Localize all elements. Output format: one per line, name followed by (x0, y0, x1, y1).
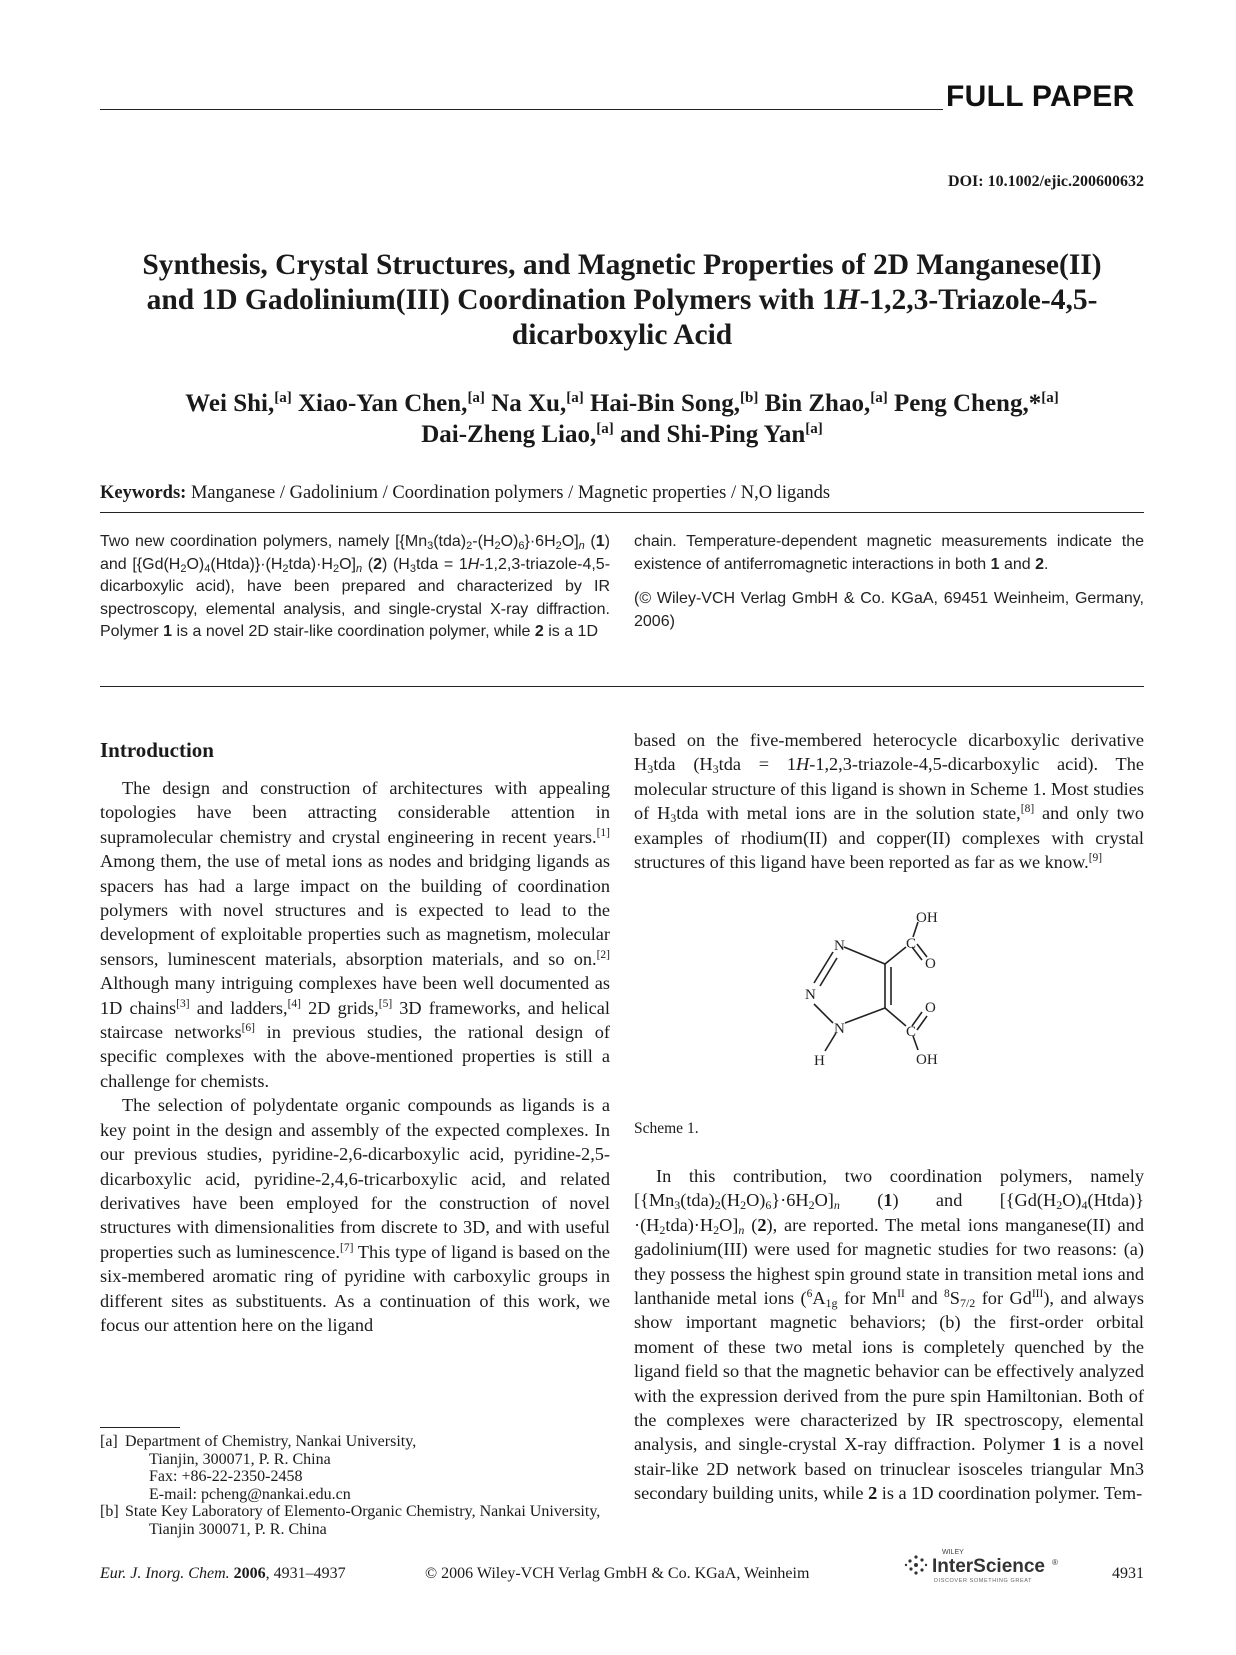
body-column-right-top (634, 728, 1144, 874)
section-label: FULL PAPER (946, 80, 1135, 113)
author-list (100, 388, 1144, 450)
interscience-logo[interactable] (902, 1545, 1070, 1587)
bond (844, 947, 885, 964)
affiliation-b: [b] State Key Laboratory of Elemento-Organic Chemistry, Nankai University, Tianjin 300071, P. R. China (100, 1503, 601, 1538)
atom-label: N (834, 1021, 845, 1037)
author-line-1 (100, 388, 1144, 419)
keywords-label: Keywords: (100, 483, 187, 503)
abstract-paragraph: Two new coordination polymers, namely $[\{Mn_3(tda)_2-(H_2O)_6\}\cdot 6H_2O]_n$ (1) and $[\{Gd(H_2O)_4(Htda)\}\cdot(H_2tda)\cdot H_2O]_n$ (2) ($H_3tda$ = 1H-1,2,3-triazole-4,5-dicarboxylic acid), have been prepared and characterized by IR spectroscopy, elemental analysis, and single-crystal X-ray diffraction. Polymer 1 is a novel 2D stair-like coordination polymer, while 2 is a 1D (100, 533, 611, 640)
svg-text:InterScience: InterScience (932, 1556, 1045, 1577)
affiliations (100, 1433, 610, 1539)
journal-citation: Eur. J. Inorg. Chem. 2006, 4931–4937 (100, 1565, 346, 1582)
author-line-2 (100, 419, 1144, 450)
abstract-right (634, 531, 1144, 633)
abstract-bottom-rule (100, 686, 1144, 687)
body-paragraph: In this contribution, two coordination polymers, namely $[\{Mn_3(tda)_2(H_2O)_6\}\cdot 6H_2O]_n$ (1) and $[\{Gd(H_2O)_4(Htda)\}\cdot(H_2tda)\cdot H_2O]_n$ (2), are reported. The metal ions manganese(II) and gadolinium(III) were used for magnetic studies for two reasons: (a) they possess the highest spin ground state in transition metal ions and lanthanide metal ions ($^6A_{1g}$ for $Mn^{II}$ and $^8S_{7/2}$ for $Gd^{III}$), and always show important magnetic behaviors; (b) the first-order orbital moment of these two metal ions is completely quenched by the ligand field so that the magnetic behavior can be effectively analyzed with the expression derived from the pure spin Hamiltonian. Both of the complexes were characterized by IR spectroscopy, elemental analysis, and single-crystal X-ray diffraction. Polymer 1 is a novel stair-like 2D network based on trinuclear isosceles triangular Mn3 secondary building units, while 2 is a 1D coordination polymer. Tem- (634, 1166, 1144, 1504)
header-rule (100, 109, 943, 110)
abstract-top-rule (100, 512, 1144, 513)
svg-text:DISCOVER SOMETHING GREAT: DISCOVER SOMETHING GREAT (934, 1578, 1033, 1584)
body-paragraph: based on the five-membered heterocycle dicarboxylic derivative $H_3tda$ ($H_3tda$ = 1H-1,2,3-triazole-4,5-dicarboxylic acid). The molecular structure of this ligand is shown in Scheme 1. Most studies of $H_3tda$ with metal ions are in the solution state,[8] and only two examples of rhodium(II) and copper(II) complexes with crystal structures of this ligand have been reported as far as we know.[9] (634, 730, 1144, 873)
email-link[interactable]: E-mail: pcheng@nankai.edu.cn (149, 1485, 351, 1503)
atom-label: C (906, 936, 917, 952)
paper-title: Synthesis, Crystal Structures, and Magnetic Properties of 2D Manganese(II) and 1D Gadolinium(III) Coordination Polymers with 1H-1,2,3-Triazole-4,5- dicarboxylic Acid (142, 249, 1102, 351)
bond (885, 1008, 906, 1026)
bond (820, 958, 837, 986)
bond (845, 1008, 885, 1023)
svg-text:WILEY: WILEY (942, 1549, 964, 1556)
body-paragraph: The design and construction of architectures with appealing topologies have been attracting considerable attention in supramolecular chemistry and crystal engineering in recent years.[1] Among them, the use of metal ions as nodes and bridging ligands as spacers has had a large impact on the building of coordination polymers with novel structures and is expected to lead to the development of exploitable properties such as magnetism, molecular sensors, luminescent materials, absorption materials, and so on.[2] Although many intriguing complexes have been well documented as 1D chains[3] and ladders,[4] 2D grids,[5] 3D frameworks, and helical staircase networks[6] in previous studies, the rational design of specific complexes with the above-mentioned properties is still a challenge for chemists. (100, 778, 610, 1091)
page-number: 4931 (1112, 1565, 1144, 1582)
doi[interactable]: DOI: 10.1002/ejic.200600632 (948, 173, 1144, 190)
bond (885, 947, 906, 964)
scheme-caption: Scheme 1. (634, 1120, 699, 1137)
logo-mark-icon (905, 1555, 927, 1574)
author: Na Xu,[a] (491, 390, 584, 417)
atom-label: O (925, 1000, 936, 1016)
author: Dai-Zheng Liao,[a] (421, 421, 614, 448)
bond (814, 952, 833, 983)
author: Peng Cheng,*[a] (893, 390, 1059, 417)
atom-label: OH (916, 912, 938, 926)
section-heading-introduction: Introduction (100, 738, 214, 762)
atom-label: O (925, 956, 936, 972)
abstract-paragraph: chain. Temperature-dependent magnetic measurements indicate the existence of antiferromagnetic interactions in both 1 and 2. (634, 533, 1144, 573)
body-column-left (100, 776, 610, 1337)
footnote-rule (100, 1427, 180, 1428)
atom-label: N (805, 987, 816, 1003)
atom-label: N (834, 938, 845, 954)
svg-text:®: ® (1052, 1558, 1058, 1567)
abstract-copyright: (© Wiley-VCH Verlag GmbH & Co. KGaA, 69451 Weinheim, Germany, 2006) (634, 590, 1144, 630)
keywords-text: Manganese / Gadolinium / Coordination polymers / Magnetic properties / N,O ligands (190, 483, 831, 503)
abstract-left (100, 531, 610, 644)
author: and Shi-Ping Yan[a] (620, 421, 823, 448)
author: Xiao-Yan Chen,[a] (297, 390, 485, 417)
scheme-1-structure (778, 912, 1018, 1102)
author: Hai-Bin Song,[b] (589, 390, 759, 417)
bond (814, 1004, 833, 1023)
body-column-right-bottom (634, 1164, 1144, 1506)
keywords (100, 483, 830, 504)
affiliation-a: [a] Department of Chemistry, Nankai University, Tianjin, 300071, P. R. China Fax: +86-22-2350-2458 E-mail: pcheng@nankai.edu.cn (100, 1433, 610, 1503)
body-paragraph: The selection of polydentate organic compounds as ligands is a key point in the design and assembly of the expected complexes. In our previous studies, pyridine-2,6-dicarboxylic acid, pyridine-2,5-dicarboxylic acid, pyridine-2,4,6-tricarboxylic acid, and related derivatives have been employed for the construction of novel structures with dimensionalities from discrete to 3D, and with useful properties such as luminescence.[7] This type of ligand is based on the six-membered aromatic ring of pyridine with carboxylic groups in different sites as substituents. As a continuation of this work, we focus our attention here on the ligand (100, 1095, 611, 1335)
author: Wei Shi,[a] (185, 390, 292, 417)
atom-label: C (906, 1024, 917, 1040)
author: Bin Zhao,[a] (764, 390, 888, 417)
atom-label: H (814, 1053, 825, 1069)
atom-label: OH (916, 1052, 938, 1068)
footer-copyright: © 2006 Wiley-VCH Verlag GmbH & Co. KGaA, Weinheim (425, 1565, 810, 1582)
